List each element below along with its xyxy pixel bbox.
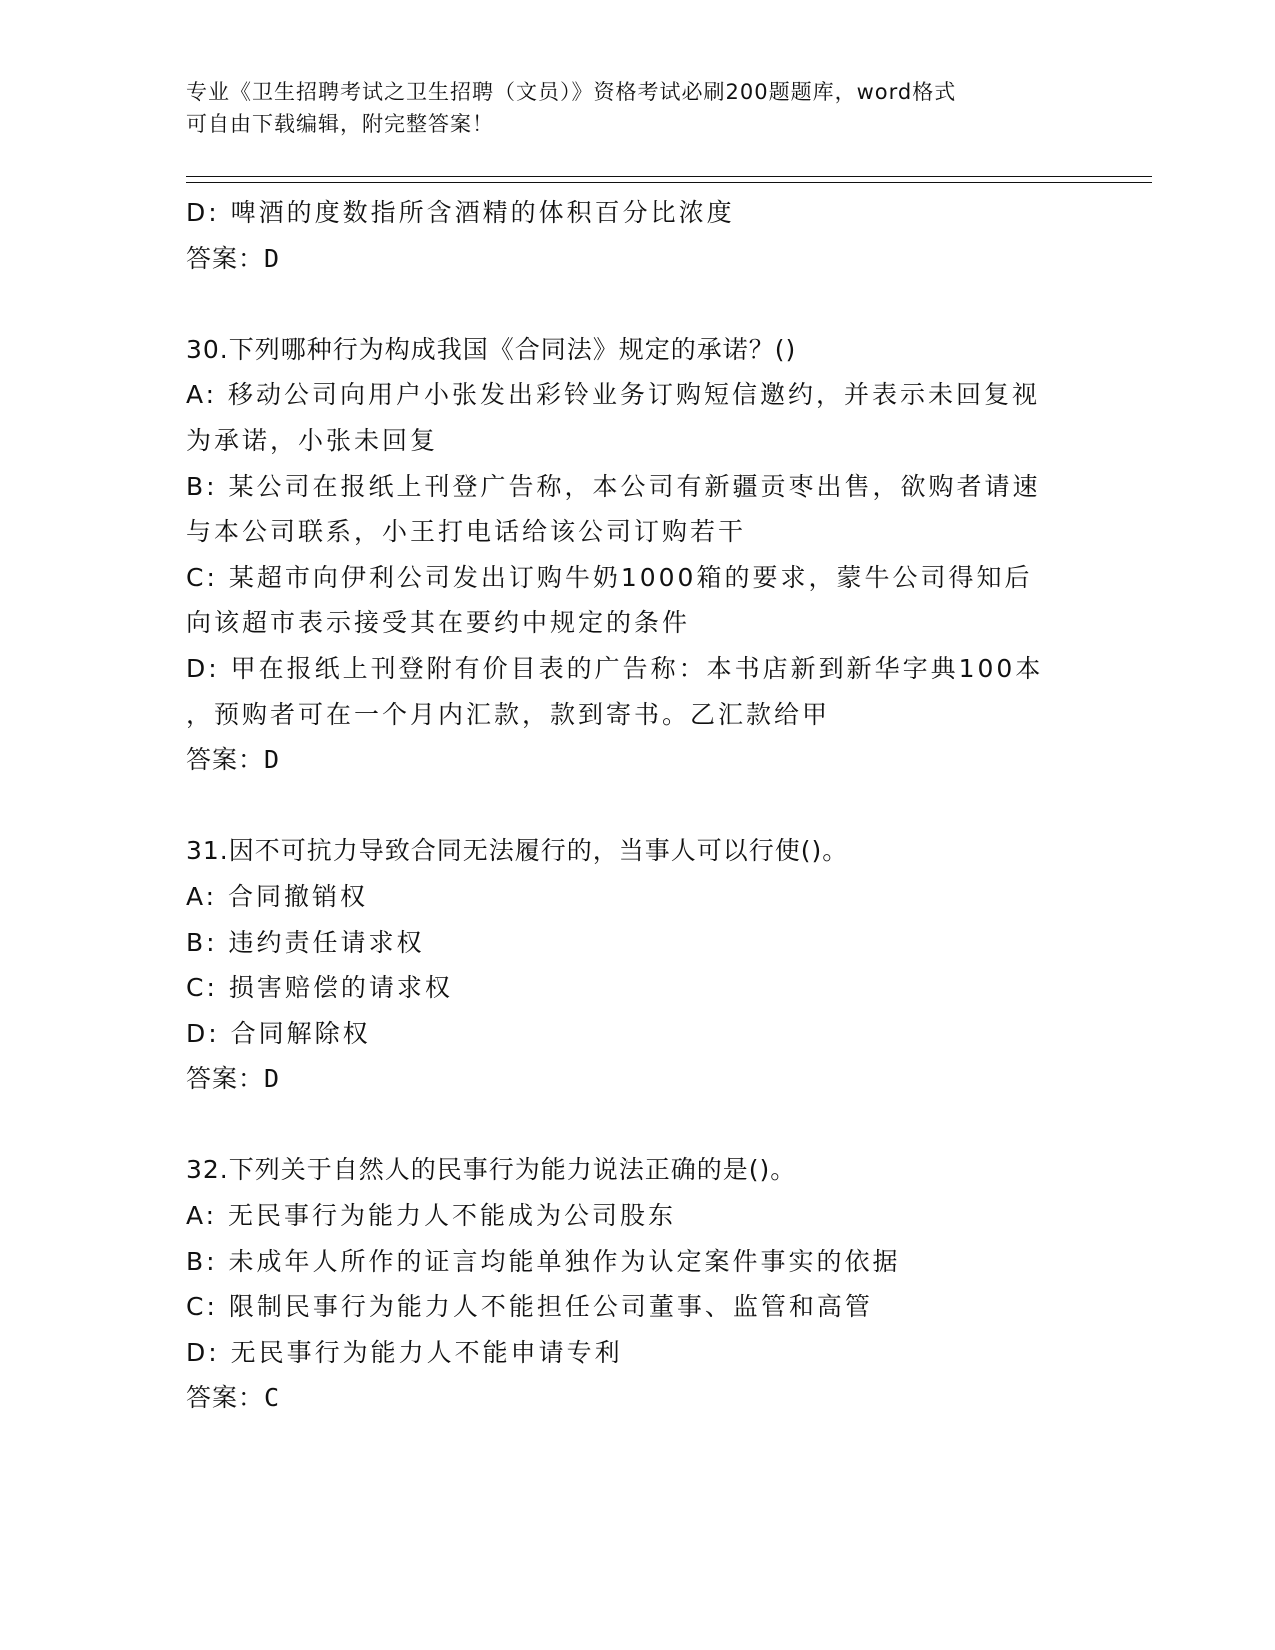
option-d: D: 合同解除权 [186,1018,371,1048]
option-b: B: 未成年人所作的证言均能单独作为认定案件事实的依据 [186,1246,901,1276]
option-a: A: 无民事行为能力人不能成为公司股东 [186,1201,677,1231]
question-31 [186,828,1086,1102]
question-stem: 32.下列关于自然人的民事行为能力说法正确的是()。 [186,1155,797,1185]
option-b-line-1: B: 某公司在报纸上刊登广告称，本公司有新疆贡枣出售，欲购者请速 [186,471,1041,501]
header-divider-top [186,176,1152,177]
option-c: C: 损害赔偿的请求权 [186,973,453,1003]
answer-line: 答案：D [186,1064,281,1094]
header-title-line-2: 可自由下载编辑，附完整答案！ [186,112,494,136]
spacer [186,783,1086,829]
question-32 [186,1147,1086,1421]
answer-line: 答案：C [186,1383,281,1413]
question-content [186,190,1086,1421]
answer-line: 答案：D [186,745,281,775]
option-d-line-1: D: 甲在报纸上刊登附有价目表的广告称：本书店新到新华字典100本 [186,653,1044,683]
spacer [186,281,1086,327]
header-title-line-1: 专业《卫生招聘考试之卫生招聘（文员）》资格考试必刷200题题库，word格式 [186,80,957,104]
option-c-line-1: C: 某超市向伊利公司发出订购牛奶1000箱的要求，蒙牛公司得知后 [186,562,1033,592]
option-a-line-1: A: 移动公司向用户小张发出彩铃业务订购短信邀约，并表示未回复视 [186,380,1041,410]
option-a: A: 合同撤销权 [186,881,369,911]
option-c: C: 限制民事行为能力人不能担任公司董事、监管和高管 [186,1292,873,1322]
option-c-line-2: 向该超市表示接受其在要约中规定的条件 [186,608,691,638]
option-d: D: 啤酒的度数指所含酒精的体积百分比浓度 [186,198,735,227]
question-stem: 30.下列哪种行为构成我国《合同法》规定的承诺？() [186,334,797,364]
option-a-line-2: 为承诺，小张未回复 [186,425,439,455]
previous-question-tail [186,190,1086,281]
spacer [186,1102,1086,1148]
question-30 [186,327,1086,783]
question-stem: 31.因不可抗力导致合同无法履行的，当事人可以行使()。 [186,836,849,866]
answer-line: 答案：D [186,243,281,273]
document-header [186,76,1086,140]
option-b: B: 违约责任请求权 [186,927,425,957]
header-divider-bottom [186,182,1152,183]
option-b-line-2: 与本公司联系，小王打电话给该公司订购若干 [186,517,747,547]
option-d-line-2: ，预购者可在一个月内汇款，款到寄书。乙汇款给甲 [186,699,831,729]
option-d: D: 无民事行为能力人不能申请专利 [186,1337,623,1367]
